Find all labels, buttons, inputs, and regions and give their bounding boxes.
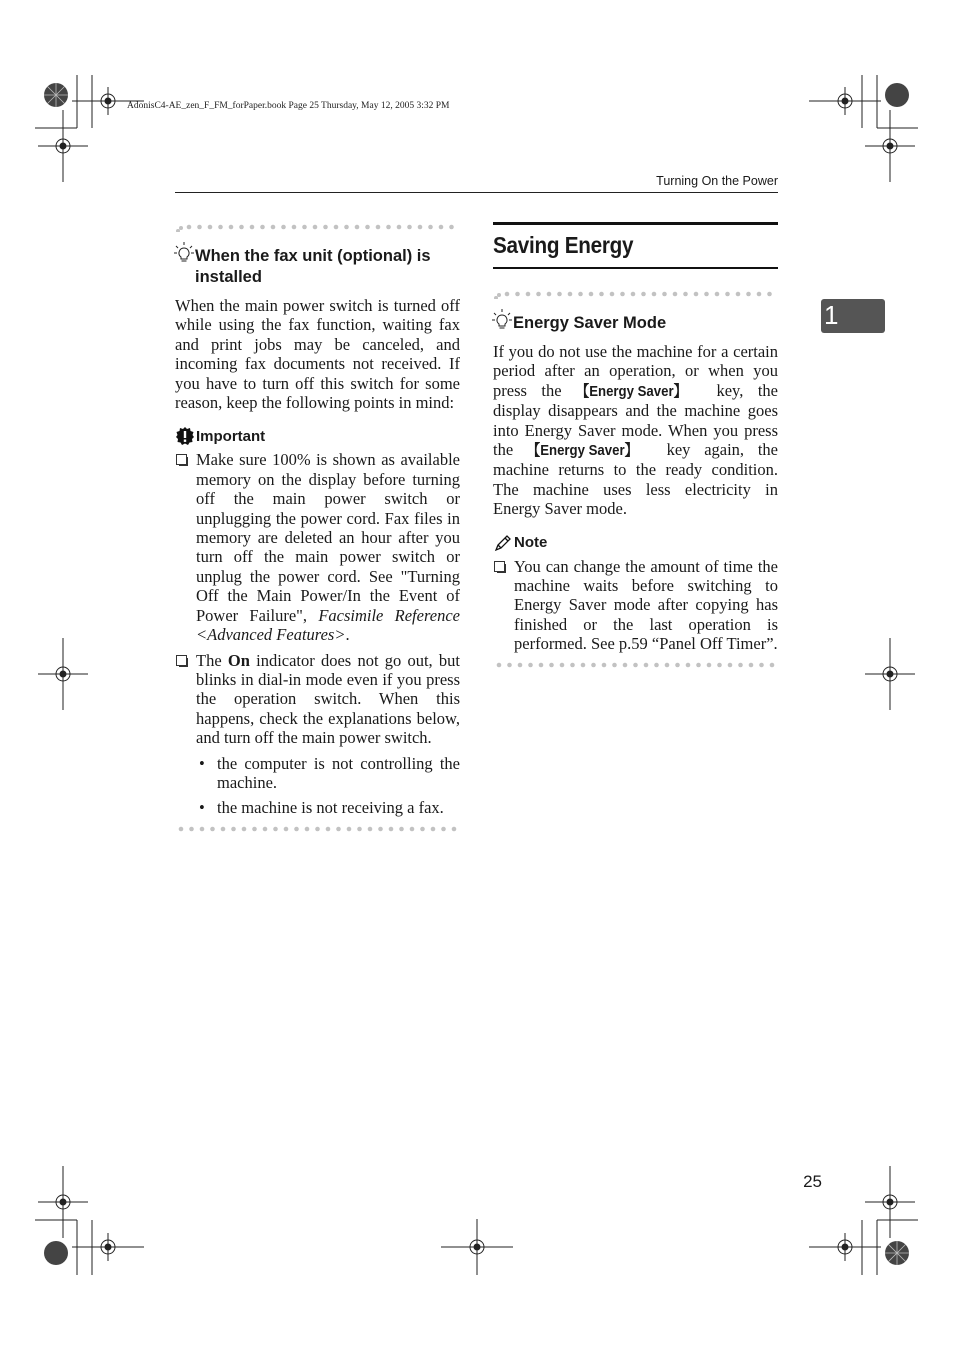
rule-dot [757, 292, 762, 297]
rule-dot [187, 225, 192, 230]
rule-dot [715, 292, 720, 297]
rule-dot [497, 662, 502, 667]
rule-dot [549, 662, 554, 667]
section-title: Saving Energy [493, 232, 634, 258]
rule-dot [197, 225, 202, 230]
rule-dot [612, 662, 617, 667]
rule-dot [767, 292, 772, 297]
bullet-icon: • [199, 753, 205, 773]
rule-dot [728, 662, 733, 667]
rule-dot [589, 292, 594, 297]
note-list [493, 557, 778, 654]
checkbox-icon [494, 561, 505, 572]
sub-list [196, 754, 460, 818]
rule-dot [407, 225, 412, 230]
rule-dot [746, 292, 751, 297]
checkbox-icon [176, 454, 187, 465]
rule-dot [313, 225, 318, 230]
rule-dot [208, 225, 213, 230]
rule-dot [644, 662, 649, 667]
rule-dot [229, 225, 234, 230]
sub-list-item [196, 754, 460, 793]
rule-dot [725, 292, 730, 297]
dotted-rule-top [175, 222, 460, 232]
chapter-number: 1 [824, 300, 839, 330]
lightbulb-icon [173, 241, 195, 263]
rule-dot [378, 826, 383, 831]
energy-saver-key: 【Energy Saver】 [576, 382, 687, 400]
note-label: Note [514, 534, 548, 552]
dotted-rule-bottom [493, 660, 778, 670]
tip-heading [175, 246, 460, 288]
rule-dot [410, 826, 415, 831]
rule-dot [365, 225, 370, 230]
rule-dot [602, 662, 607, 667]
rule-dot [431, 826, 436, 831]
rule-dot [707, 662, 712, 667]
rule-dot [738, 662, 743, 667]
left-column [175, 222, 460, 834]
item-end: . [345, 625, 350, 645]
para-text-2: key, the display disappears and the machine goes into Energy Saver mode. When you press the [493, 380, 778, 460]
sub-item-text: the machine is not receiving a fax. [217, 798, 444, 818]
rule-dot [368, 826, 373, 831]
sub-list-item [196, 798, 460, 817]
rule-dot [397, 225, 402, 230]
rule-dot [326, 826, 331, 831]
important-icon [175, 426, 195, 446]
rule-dot [665, 662, 670, 667]
rule-dot [581, 662, 586, 667]
rule-dot [418, 225, 423, 230]
rule-dot [221, 826, 226, 831]
rule-dot [662, 292, 667, 297]
rule-dot [717, 662, 722, 667]
rule-dot [641, 292, 646, 297]
rule-dot [323, 225, 328, 230]
sub-item-text: the computer is not controlling the machine. [217, 753, 460, 792]
tip-title-line-2: installed [195, 268, 262, 286]
list-item [493, 557, 778, 654]
rule-dot [428, 225, 433, 230]
rule-dot [536, 292, 541, 297]
section-title-block [493, 222, 778, 269]
rule-dot [302, 225, 307, 230]
rule-dot [449, 225, 454, 230]
rule-dot [547, 292, 552, 297]
tip-title-line-1: When the fax unit (optional) is [195, 247, 431, 265]
rule-dot [560, 662, 565, 667]
rule-dot [675, 662, 680, 667]
intro-paragraph: When the main power switch is turned off while using the fax function, waiting fax and print jobs may be canceled, and incoming fax documents not received. If you have to turn off this switch for some reason, keep the following points in mind: [175, 296, 460, 413]
rule-dot [505, 292, 510, 297]
rule-dot [578, 292, 583, 297]
rule-dot [494, 296, 498, 299]
rule-dot [179, 226, 183, 230]
item-reference: Facsimile Reference <Advanced Features> [196, 605, 460, 645]
rule-dot [176, 229, 180, 232]
rule-dot [334, 225, 339, 230]
dotted-rule-top [493, 289, 778, 299]
rule-dot [441, 826, 446, 831]
rule-dot [686, 662, 691, 667]
rule-dot [260, 225, 265, 230]
rule-dot [599, 292, 604, 297]
rule-dot [294, 826, 299, 831]
rule-dot [749, 662, 754, 667]
lightbulb-icon [491, 308, 513, 330]
rule-dot [250, 225, 255, 230]
item-text: indicator does not go out, but blinks in dial-in mode even if you press the operation switch. When this happens, check the explanations below, and turn off the main power switch. [196, 650, 460, 748]
rule-dot [355, 225, 360, 230]
rule-dot [271, 225, 276, 230]
rule-dot [654, 662, 659, 667]
rule-dot [539, 662, 544, 667]
bullet-icon: • [199, 798, 205, 818]
rule-dot [631, 292, 636, 297]
para-text-3: key again, the machine returns to the ready condition. The machine uses less electricity in Energy Saver mode. [493, 440, 778, 519]
rule-dot [570, 662, 575, 667]
rule-dot [673, 292, 678, 297]
tip-title: Energy Saver Mode [513, 314, 667, 332]
dotted-rule-bottom [175, 824, 460, 834]
rule-dot [399, 826, 404, 831]
energy-saver-key: 【Energy Saver】 [526, 442, 638, 460]
para-text-1: If you do not use the machine for a certain period after an operation, or when you press the [493, 342, 778, 400]
item-text: Make sure 100% is shown as available memory on the display before turning off the main power switch or unplugging the power cord. Fax files in memory are deleted an hour after you turn off the main power switch or unplug the power cord. See "Turning Off the Main Power/In the Event of Power Failure", [196, 450, 460, 625]
rule-dot [568, 292, 573, 297]
rule-dot [242, 826, 247, 831]
rule-dot [683, 292, 688, 297]
rule-dot [273, 826, 278, 831]
print-info: AdonisC4-AE_zen_F_FM_forPaper.book Page 25 Thursday, May 12, 2005 3:32 PM [127, 101, 450, 111]
rule-dot [439, 225, 444, 230]
rule-dot [315, 826, 320, 831]
rule-dot [389, 826, 394, 831]
rule-dot [200, 826, 205, 831]
rule-dot [376, 225, 381, 230]
rule-dot [218, 225, 223, 230]
note-text: You can change the amount of time the machine waits before switching to Energy Saver mode after copying has finished or the last operation is performed. See p.59 “Panel Off Timer”. [514, 556, 778, 654]
rule-dot [284, 826, 289, 831]
list-item [175, 450, 460, 644]
rule-dot [252, 826, 257, 831]
rule-dot [210, 826, 215, 831]
pencil-icon [493, 533, 513, 553]
rule-dot [591, 662, 596, 667]
important-list [175, 450, 460, 817]
rule-dot [526, 292, 531, 297]
checkbox-icon [176, 655, 187, 666]
rule-dot [518, 662, 523, 667]
rule-dot [610, 292, 615, 297]
rule-dot [557, 292, 562, 297]
energy-saver-paragraph [493, 342, 778, 519]
rule-dot [515, 292, 520, 297]
running-head: Turning On the Power [656, 174, 778, 188]
rule-dot [281, 225, 286, 230]
rule-dot [231, 826, 236, 831]
rule-dot [623, 662, 628, 667]
right-column [493, 222, 778, 670]
rule-dot [292, 225, 297, 230]
rule-dot [357, 826, 362, 831]
chapter-tab [821, 299, 885, 333]
rule-dot [507, 662, 512, 667]
rule-dot [759, 662, 764, 667]
rule-dot [770, 662, 775, 667]
rule-dot [344, 225, 349, 230]
important-heading [175, 426, 460, 446]
rule-dot [528, 662, 533, 667]
rule-dot [179, 826, 184, 831]
rule-dot [263, 826, 268, 831]
page-number: 25 [803, 1172, 822, 1191]
rule-dot [497, 293, 501, 297]
header-rule [175, 192, 778, 193]
tip-title [195, 246, 431, 288]
rule-dot [420, 826, 425, 831]
item-text-pre: The [196, 650, 228, 670]
rule-dot [189, 826, 194, 831]
tip-heading [493, 313, 778, 334]
rule-dot [633, 662, 638, 667]
rule-dot [704, 292, 709, 297]
note-heading [493, 533, 778, 553]
rule-dot [336, 826, 341, 831]
rule-dot [620, 292, 625, 297]
rule-dot [386, 225, 391, 230]
rule-dot [347, 826, 352, 831]
rule-dot [652, 292, 657, 297]
rule-dot [736, 292, 741, 297]
list-item [175, 651, 460, 818]
rule-dot [452, 826, 457, 831]
rule-dot [694, 292, 699, 297]
rule-dot [696, 662, 701, 667]
rule-dot [239, 225, 244, 230]
rule-dot [305, 826, 310, 831]
important-label: Important [196, 427, 266, 445]
on-indicator-label: On [227, 650, 250, 670]
